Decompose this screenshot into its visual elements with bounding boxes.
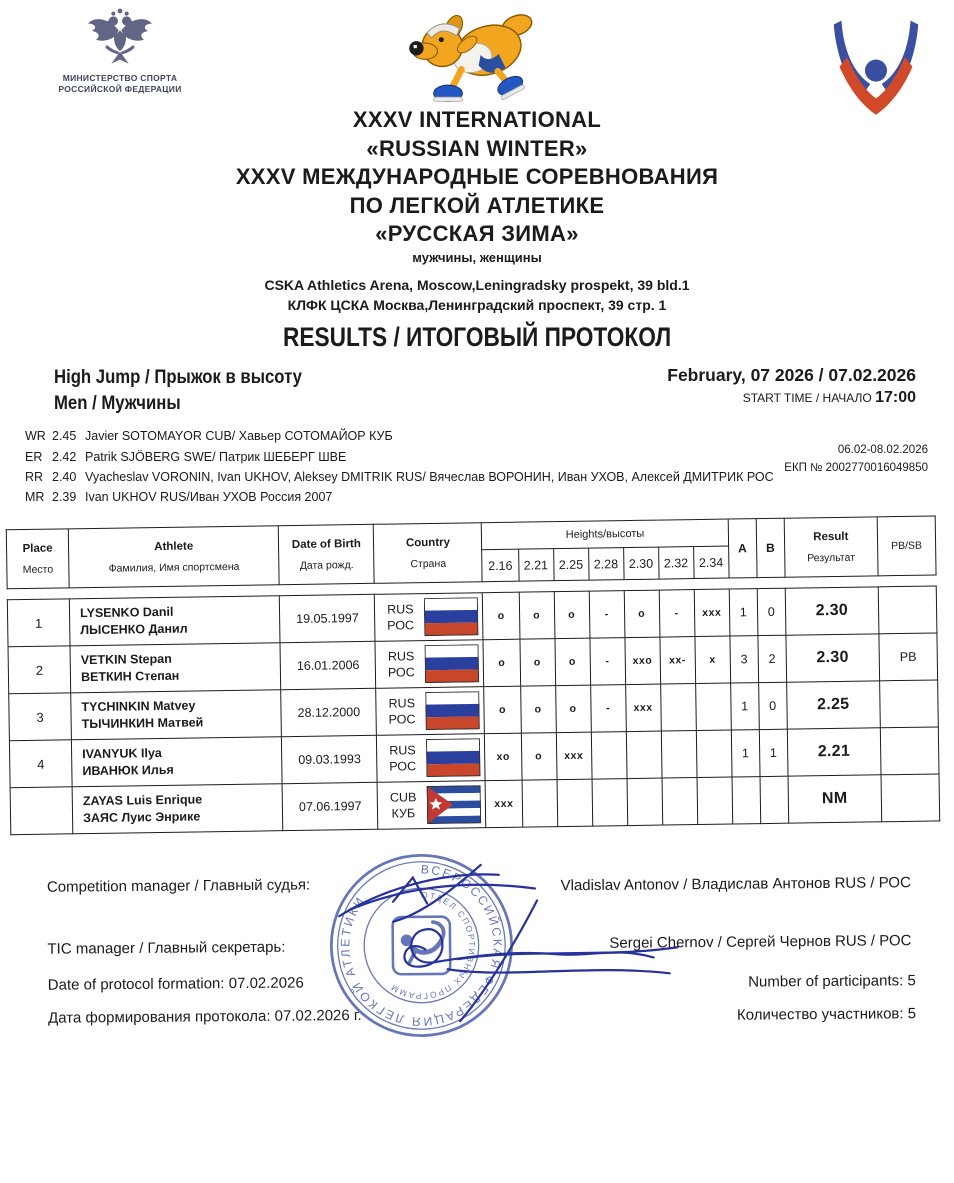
date-range: 06.02-08.02.2026	[837, 444, 928, 457]
table-row: 2 VETKIN Stepan ВЕТКИН Степан 16.01.2006 RUS РОС o o o - xxo xx- x 3 2 2.30 PB	[8, 633, 938, 694]
russia-flag-icon	[426, 739, 481, 778]
event-gender: Men / Мужчины	[54, 392, 181, 414]
title-line-5: «РУССКАЯ ЗИМА»	[375, 221, 579, 247]
ministry-block	[14, 6, 226, 95]
height-col-3: 2.25	[553, 549, 588, 581]
results-heading: RESULTS / ИТОГОВЫЙ ПРОТОКОЛ	[282, 322, 672, 353]
country-cell: RUS РОС	[375, 593, 484, 642]
results-table-header	[6, 516, 937, 590]
cuba-flag-icon	[427, 786, 482, 825]
start-time-value: 17:00	[875, 389, 916, 407]
tic-manager-label: TIC manager / Главный секретарь:	[47, 939, 286, 959]
athlete-cell: TYCHINKIN Matvey ТЫЧИНКИН Матвей	[71, 690, 282, 740]
athlete-cell: VETKIN Stepan ВЕТКИН Степан	[70, 643, 281, 693]
height-col-4: 2.28	[588, 548, 623, 580]
start-time-label: START TIME / НАЧАЛО	[742, 391, 872, 406]
height-col-2: 2.21	[518, 549, 553, 581]
table-row: 4 IVANYUK Ilya ИВАНЮК Илья 09.03.1993 RUS РОС xo o xxx 1 1 2.21	[9, 727, 939, 788]
record-rr: RR 2.40 Vyacheslav VORONIN, Ivan UKHOV, Aleksey DMITRIK RUS/ Вячеслав ВОРОНИН, Иван УХОВ, Алексей ДМИТРИК РОС	[25, 469, 774, 484]
results-table-section	[0, 516, 954, 836]
country-cell: RUS РОС	[376, 687, 485, 736]
federation-logo-block	[828, 16, 924, 133]
height-col-1: 2.16	[482, 550, 518, 582]
russia-flag-icon	[425, 645, 480, 684]
title-subtitle: мужчины, женщины	[412, 249, 542, 265]
event-name: High Jump / Прыжок в высоту	[54, 367, 302, 389]
col-header-result: Result Результат	[784, 517, 878, 577]
svg-text:ОТДЕЛ СПОРТИВНЫХ ПРОГРАММ: ОТДЕЛ СПОРТИВНЫХ ПРОГРАММ	[388, 890, 478, 1002]
venue-line-en: CSKA Athletics Arena, Moscow,Leningradsky prospekt, 39 bld.1	[264, 276, 690, 293]
table-row: 3 TYCHINKIN Matvey ТЫЧИНКИН Матвей 28.12.2000 RUS РОС o o o - xxx 1 0 2.25	[9, 680, 939, 741]
participants-count-en: Number of participants: 5	[748, 972, 916, 992]
venue-line-ru: КЛФК ЦСКА Москва,Ленинградский проспект, 39 стр. 1	[287, 296, 667, 313]
event-info-row	[54, 365, 916, 416]
table-row: 1 LYSENKO Danil ЛЫСЕНКО Данил 19.05.1997 RUS РОС o o o - o - xxx 1 0 2.30	[7, 586, 937, 647]
record-wr: WR 2.45 Javier SOTOMAYOR CUB/ Хавьер СОТОМАЙОР КУБ	[25, 429, 393, 444]
col-header-pbsb: PB/SB	[877, 516, 936, 576]
col-header-country: Country Страна	[374, 523, 483, 584]
protocol-date-en: Date of protocol formation: 07.02.2026	[47, 974, 304, 995]
athlete-cell: LYSENKO Danil ЛЫСЕНКО Данил	[69, 596, 280, 646]
col-header-place: Place Место	[6, 529, 69, 589]
title-line-3: XXXV МЕЖДУНАРОДНЫЕ СОРЕВНОВАНИЯ	[235, 164, 719, 190]
height-col-5: 2.30	[623, 548, 658, 580]
footer-section	[0, 841, 954, 1179]
double-headed-eagle-icon	[80, 6, 160, 68]
record-mr: MR 2.39 Ivan UKHOV RUS/Иван УХОВ Россия 2007	[25, 490, 333, 505]
ministry-name-line2: РОССИЙСКОЙ ФЕДЕРАЦИИ	[58, 84, 182, 95]
country-cell: RUS РОС	[375, 640, 484, 689]
athlete-cell: IVANYUK Ilya ИВАНЮК Илья	[71, 737, 282, 787]
title-line-4: ПО ЛЕГКОЙ АТЛЕТИКЕ	[349, 192, 605, 218]
ekp-block	[784, 442, 928, 478]
running-dog-mascot-icon	[404, 2, 538, 108]
ekp-number: ЕКП № 2002770016049850	[784, 462, 928, 475]
event-date: February, 07 2026 / 07.02.2026	[667, 365, 916, 386]
protocol-date-ru: Дата формирования протокола: 07.02.2026 г.	[47, 1007, 362, 1028]
table-row: ZAYAS Luis Enrique ЗАЯС Луис Энрике 07.06.1997 CUB КУБ xxx NM	[10, 774, 940, 835]
country-cell: RUS РОС	[377, 734, 486, 783]
title-line-1: XXXV INTERNATIONAL	[352, 107, 602, 132]
col-header-athlete: Athlete Фамилия, Имя спортсмена	[68, 526, 279, 588]
competition-manager-name: Vladislav Antonov / Владислав Антонов RUS / РОС	[560, 874, 911, 895]
col-header-a: A	[728, 519, 757, 578]
signature-tic-manager	[365, 892, 686, 1030]
height-col-7: 2.34	[693, 547, 729, 579]
russia-flag-icon	[424, 598, 479, 637]
records-block	[25, 426, 928, 507]
competition-manager-label: Competition manager / Главный судья:	[46, 876, 311, 897]
results-table-body	[7, 586, 940, 836]
col-header-dob: Date of Birth Дата рожд.	[279, 525, 375, 585]
mascot-block	[404, 2, 538, 113]
country-cell: CUB КУБ	[377, 781, 486, 830]
height-col-6: 2.32	[658, 547, 693, 579]
col-header-heights: Heights/высоты	[482, 519, 729, 550]
athletics-federation-logo-icon	[828, 16, 924, 128]
russia-flag-icon	[426, 692, 481, 731]
title-line-2: «RUSSIAN WINTER»	[366, 135, 588, 161]
svg-text:ВСЕРОССИЙСКАЯ ФЕДЕРАЦИЯ ЛЕГКОЙ: ВСЕРОССИЙСКАЯ ФЕДЕРАЦИЯ ЛЕГКОЙ АТЛЕТИКИ	[338, 862, 505, 1030]
col-header-b: B	[756, 519, 785, 578]
ministry-name-line1: МИНИСТЕРСТВО СПОРТА	[62, 73, 178, 83]
participants-count-ru: Количество участников: 5	[736, 1005, 917, 1025]
athlete-cell: ZAYAS Luis Enrique ЗАЯС Луис Энрике	[72, 784, 283, 834]
record-er: ER 2.42 Patrik SJÖBERG SWE/ Патрик ШЕБЕРГ ШВЕ	[25, 449, 347, 464]
tic-manager-name: Sergei Chernov / Сергей Чернов RUS / РОС	[609, 932, 912, 953]
